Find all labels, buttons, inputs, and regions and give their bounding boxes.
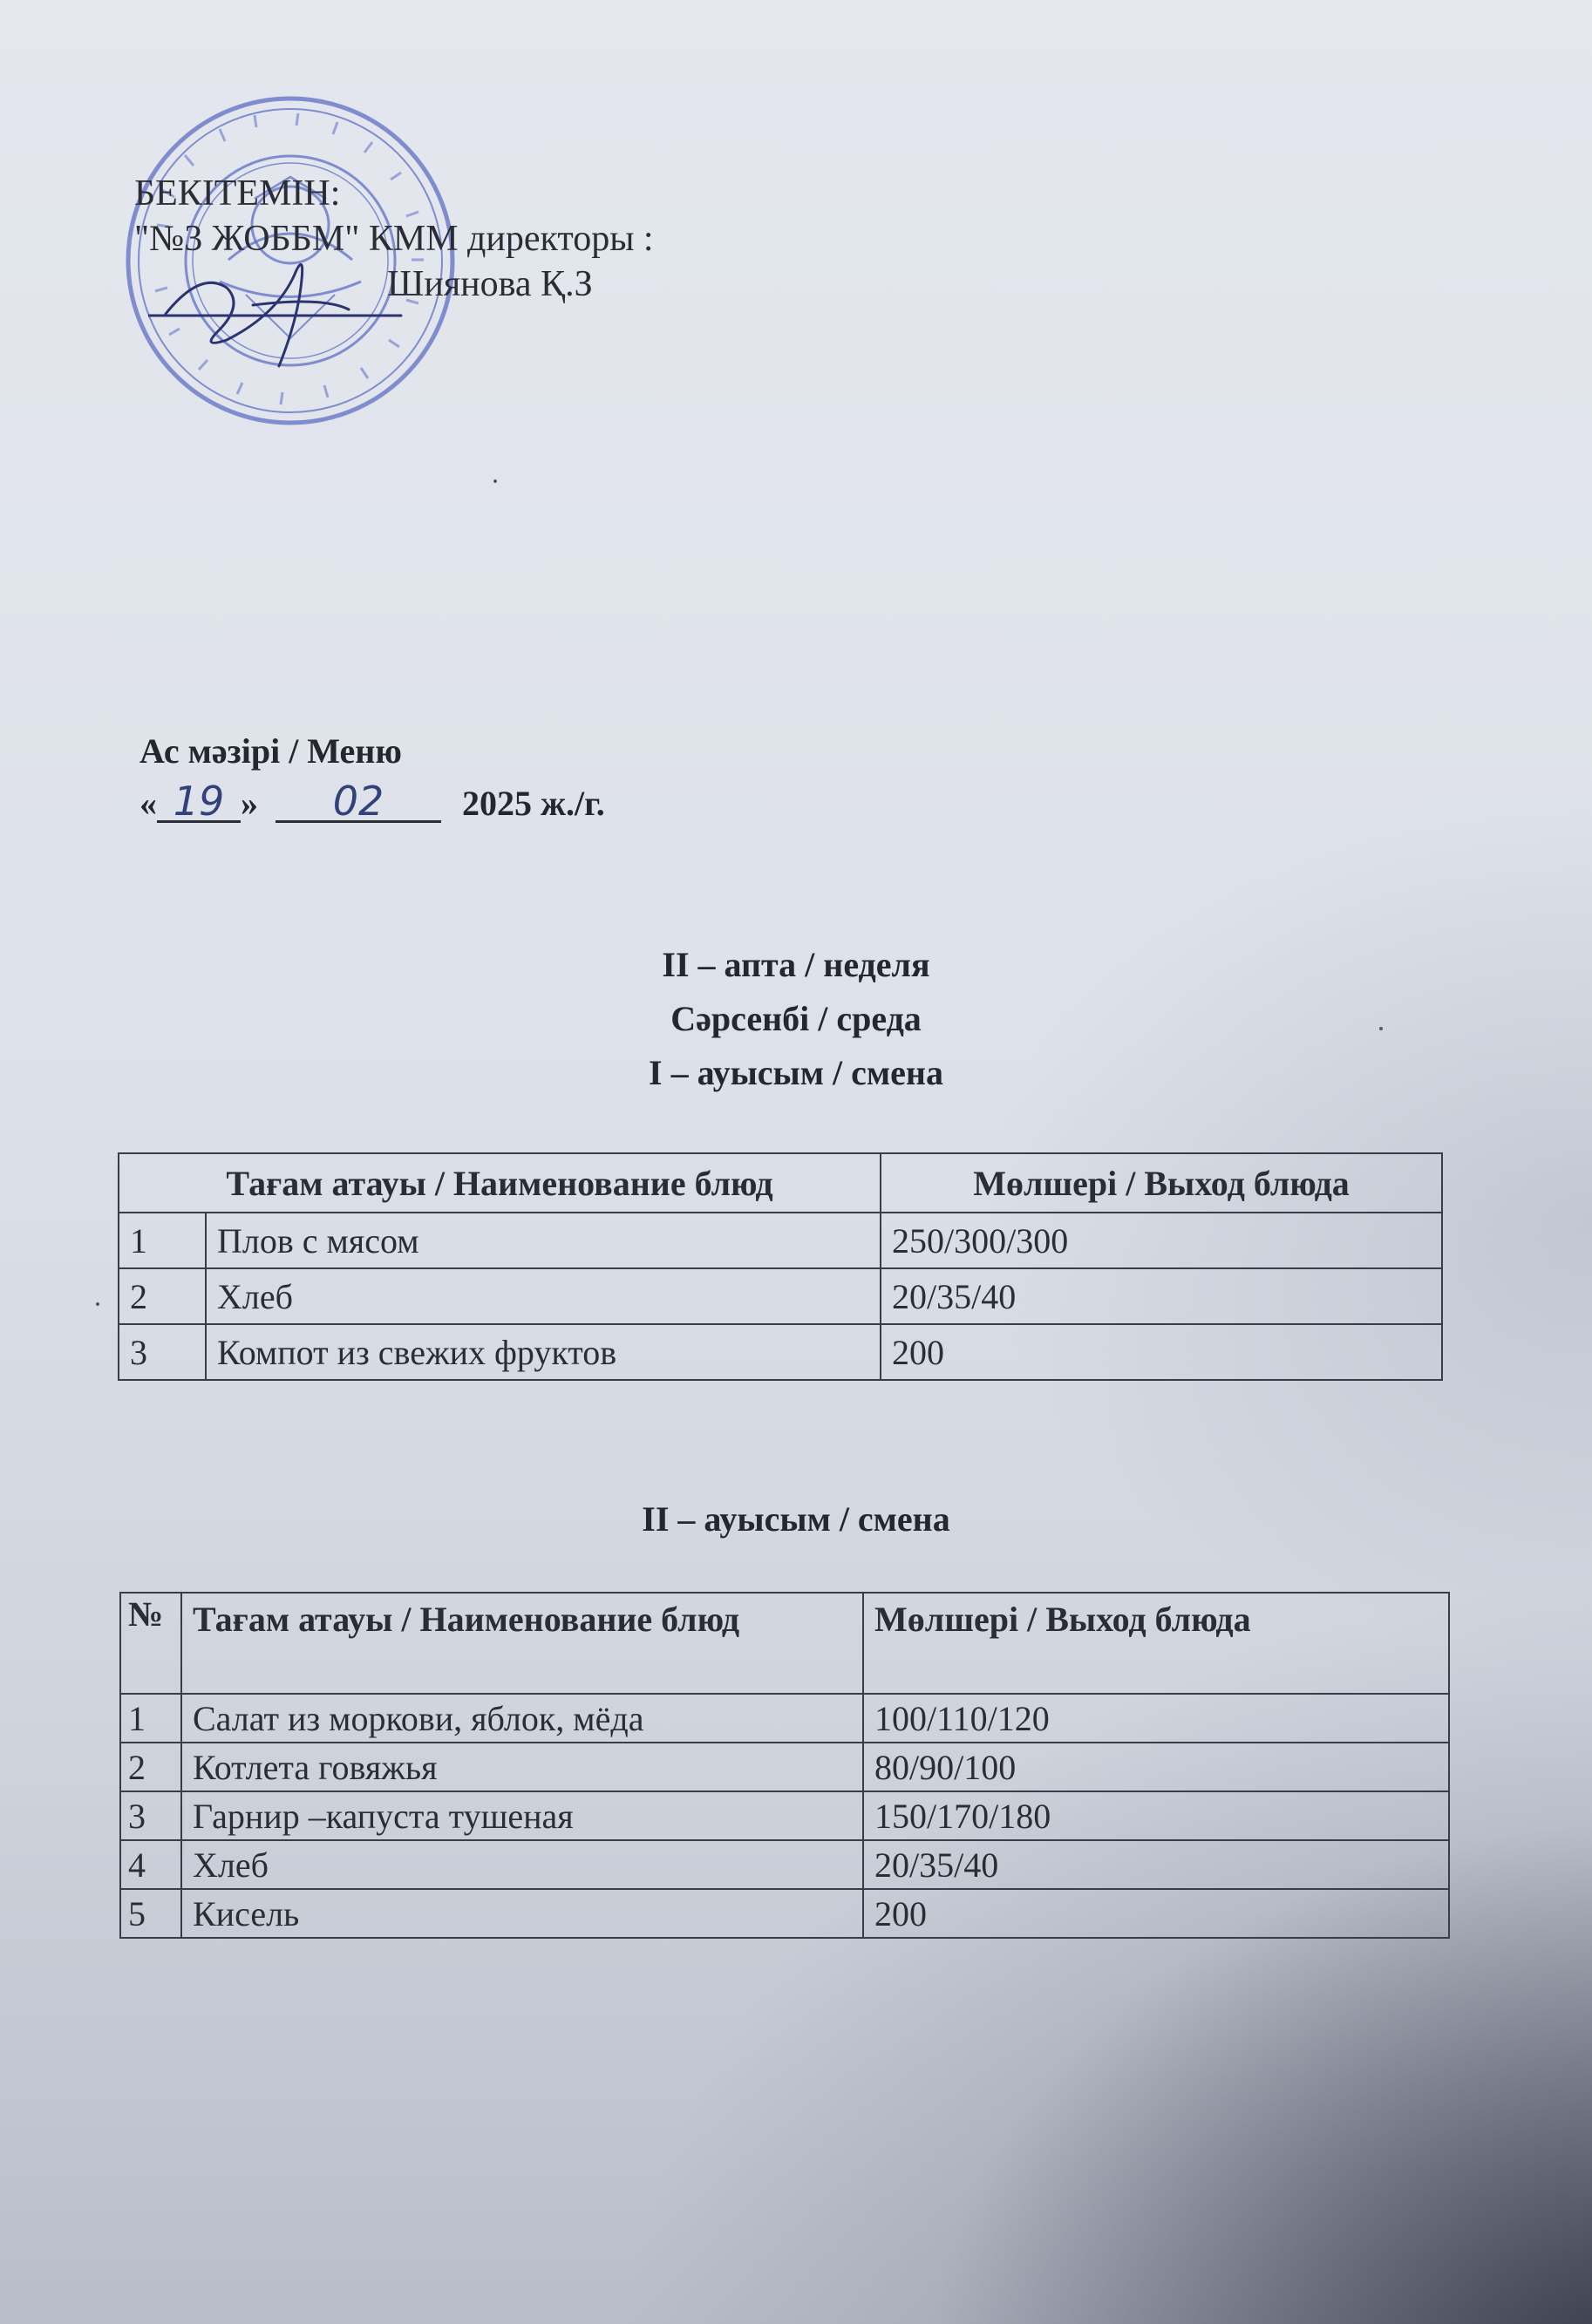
row-number: 2 — [120, 1743, 181, 1791]
week-heading: II – апта / неделя — [662, 945, 930, 984]
row-number: 3 — [119, 1324, 206, 1380]
row-number: 1 — [120, 1694, 181, 1743]
dish-portion: 250/300/300 — [881, 1213, 1442, 1268]
dish-portion: 200 — [863, 1889, 1449, 1938]
dish-portion: 20/35/40 — [863, 1840, 1449, 1889]
column-header-number: № — [120, 1593, 181, 1694]
paper-speck — [96, 1302, 99, 1306]
row-number: 4 — [120, 1840, 181, 1889]
menu-title: Ас мәзірі / Меню — [139, 731, 402, 771]
dish-name: Хлеб — [206, 1268, 881, 1324]
dish-name: Компот из свежих фруктов — [206, 1324, 881, 1380]
day-heading: Сәрсенбі / среда — [670, 999, 922, 1038]
column-header-portion: Мөлшері / Выход блюда — [881, 1153, 1442, 1213]
date-month: 02 — [276, 782, 441, 823]
table-row — [119, 1324, 1442, 1380]
paper-speck — [1379, 1027, 1383, 1030]
headings-block — [0, 938, 1592, 1100]
shift1-heading: I – ауысым / смена — [649, 1053, 943, 1092]
table-row — [120, 1743, 1449, 1791]
dish-name: Котлета говяжья — [181, 1743, 863, 1791]
table-header-row — [120, 1593, 1449, 1694]
dish-name: Гарнир –капуста тушеная — [181, 1791, 863, 1840]
table-row — [120, 1840, 1449, 1889]
approval-signer: Шиянова Қ.З — [387, 264, 593, 304]
paper-speck — [493, 479, 497, 483]
menu-date — [139, 778, 605, 826]
shift2-table — [119, 1592, 1450, 1939]
shift2-heading: II – ауысым / смена — [642, 1499, 950, 1539]
table-row — [120, 1889, 1449, 1938]
row-number: 5 — [120, 1889, 181, 1938]
date-year: 2025 ж./г. — [462, 784, 605, 823]
column-header-name: Тағам атауы / Наименование блюд — [181, 1593, 863, 1694]
dish-portion: 200 — [881, 1324, 1442, 1380]
dish-name: Салат из моркови, яблок, мёда — [181, 1694, 863, 1743]
signature-icon — [148, 235, 410, 375]
row-number: 1 — [119, 1213, 206, 1268]
date-day: 19 — [157, 782, 241, 823]
column-header-name: Тағам атауы / Наименование блюд — [119, 1153, 881, 1213]
date-open-quote: « — [139, 784, 157, 823]
row-number: 2 — [119, 1268, 206, 1324]
approval-title: БЕКІТЕМІН: — [134, 173, 341, 214]
row-number: 3 — [120, 1791, 181, 1840]
table-header-row — [119, 1153, 1442, 1213]
table-row — [119, 1213, 1442, 1268]
dish-portion: 150/170/180 — [863, 1791, 1449, 1840]
dish-portion: 80/90/100 — [863, 1743, 1449, 1791]
table-row — [119, 1268, 1442, 1324]
table-row — [120, 1791, 1449, 1840]
dish-portion: 20/35/40 — [881, 1268, 1442, 1324]
date-close-quote: » — [241, 784, 258, 823]
table-row — [120, 1694, 1449, 1743]
approval-org-line: "№3 ЖОББМ" КММ директоры : — [134, 219, 654, 259]
dish-portion: 100/110/120 — [863, 1694, 1449, 1743]
column-header-portion: Мөлшері / Выход блюда — [863, 1593, 1449, 1694]
shift1-table — [118, 1152, 1443, 1381]
dish-name: Плов с мясом — [206, 1213, 881, 1268]
dish-name: Хлеб — [181, 1840, 863, 1889]
dish-name: Кисель — [181, 1889, 863, 1938]
